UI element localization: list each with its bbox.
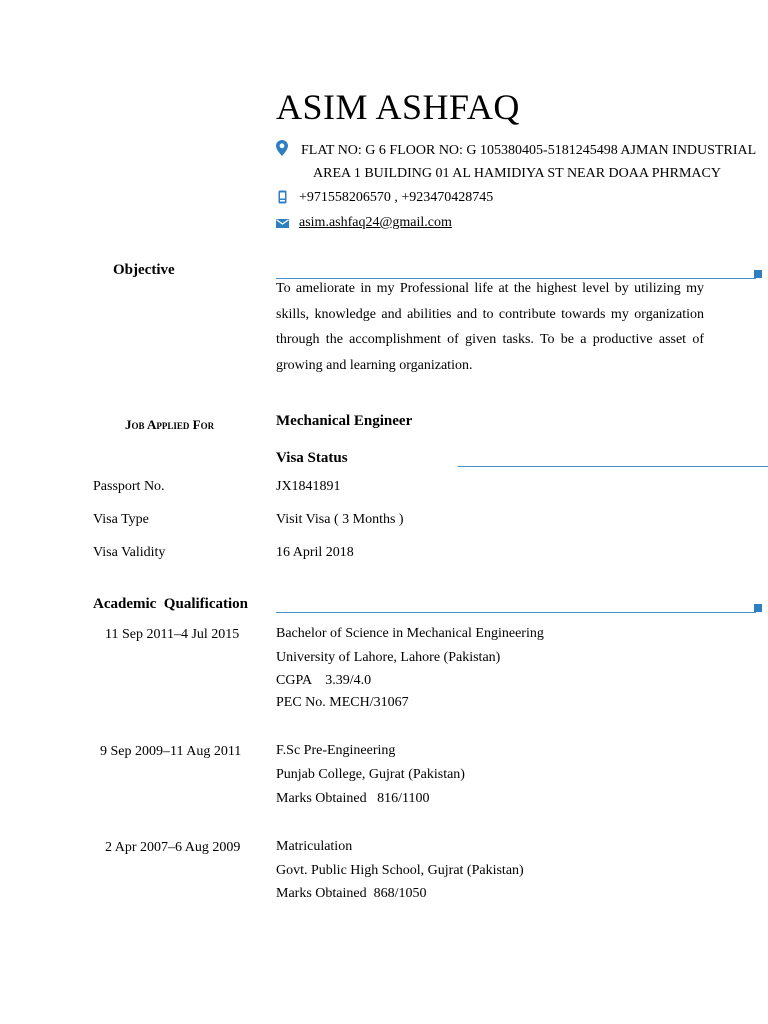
objective-text: To ameliorate in my Professional life at the highest level by utilizing my skills, knowledge and abilities and to contribute towards my organization through the accomplishment of given tasks. To be a productive asset of growing and learning organization. xyxy=(276,281,704,373)
education-line: CGPA 3.39/4.0 xyxy=(276,673,372,688)
visa-validity-label: Visa Validity xyxy=(93,545,166,560)
candidate-name: ASIM ASHFAQ xyxy=(276,87,520,127)
objective-rule-marker xyxy=(754,270,762,278)
visa-type-value: Visit Visa ( 3 Months ) xyxy=(276,512,404,527)
visa-status-rule xyxy=(458,466,768,467)
academic-heading: Academic Qualification xyxy=(93,596,248,612)
education-line: Marks Obtained 816/1100 xyxy=(276,791,430,806)
education-line: F.Sc Pre-Engineering xyxy=(276,743,396,758)
education-dates: 2 Apr 2007–6 Aug 2009 xyxy=(105,840,241,855)
phone-numbers: +971558206570 , +923470428745 xyxy=(299,190,494,205)
education-line: Bachelor of Science in Mechanical Engineering xyxy=(276,626,544,641)
job-applied-label: Job Applied For xyxy=(125,417,215,432)
passport-label: Passport No. xyxy=(93,479,165,494)
visa-validity-value: 16 April 2018 xyxy=(276,545,354,560)
address-line-1: FLAT NO: G 6 FLOOR NO: G 105380405-5181245498 AJMAN INDUSTRIAL xyxy=(301,143,757,158)
location-pin-icon xyxy=(276,140,288,156)
visa-type-label: Visa Type xyxy=(93,512,149,527)
job-applied-value: Mechanical Engineer xyxy=(276,413,413,429)
phone-icon xyxy=(278,190,287,204)
education-line: University of Lahore, Lahore (Pakistan) xyxy=(276,650,501,665)
email-icon xyxy=(276,219,289,228)
visa-status-heading: Visa Status xyxy=(276,450,348,466)
passport-value: JX1841891 xyxy=(276,479,341,494)
address-line-2: AREA 1 BUILDING 01 AL HAMIDIYA ST NEAR DOAA PHRMACY xyxy=(313,166,721,181)
education-line: PEC No. MECH/31067 xyxy=(276,695,409,710)
education-line: Govt. Public High School, Gujrat (Pakistan) xyxy=(276,863,524,878)
academic-rule-marker xyxy=(754,604,762,612)
education-line: Matriculation xyxy=(276,839,353,854)
education-line: Marks Obtained 868/1050 xyxy=(276,886,427,901)
objective-heading: Objective xyxy=(113,262,175,278)
education-line: Punjab College, Gujrat (Pakistan) xyxy=(276,767,465,782)
email-link[interactable]: asim.ashfaq24@gmail.com xyxy=(299,215,452,230)
education-dates: 9 Sep 2009–11 Aug 2011 xyxy=(100,744,242,759)
education-dates: 11 Sep 2011–4 Jul 2015 xyxy=(105,627,240,642)
academic-rule xyxy=(276,612,756,613)
